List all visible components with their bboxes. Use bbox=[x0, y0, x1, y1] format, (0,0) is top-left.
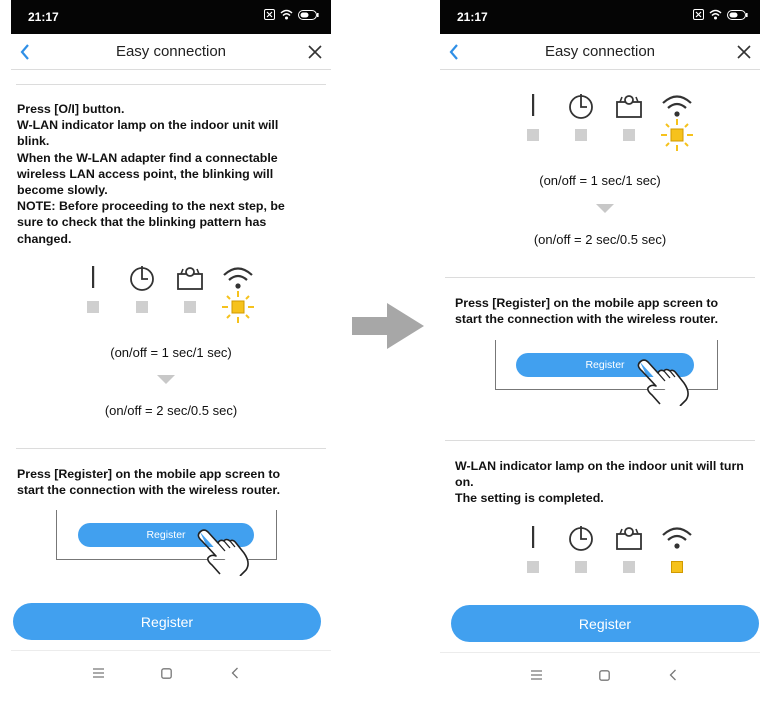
timer-lamp bbox=[563, 92, 599, 120]
operation-lamp bbox=[515, 525, 551, 551]
close-x-icon bbox=[737, 45, 751, 59]
battery-icon bbox=[727, 10, 748, 20]
robot-lamp bbox=[611, 94, 647, 120]
completion-text: W-LAN indicator lamp on the indoor unit will turn on. The setting is completed. bbox=[455, 459, 744, 506]
close-x-icon bbox=[308, 45, 322, 59]
register-instruction: Press [Register] on the mobile app screen to start the connection with the wireless router. bbox=[455, 296, 719, 327]
status-time: 21:17 bbox=[28, 10, 59, 24]
arrow-down-icon bbox=[157, 375, 175, 384]
timer-lamp bbox=[563, 524, 599, 552]
sim-off-icon bbox=[264, 9, 275, 20]
register-button[interactable]: Register bbox=[13, 603, 321, 640]
lamp-off bbox=[136, 301, 148, 313]
divider bbox=[445, 277, 755, 278]
wlan-lamp bbox=[659, 93, 695, 119]
menu-nav-icon bbox=[93, 668, 104, 678]
hand-pointer-icon bbox=[196, 526, 258, 576]
lamp-off bbox=[575, 129, 587, 141]
lamp-off bbox=[575, 561, 587, 573]
robot-lamp bbox=[611, 526, 647, 552]
home-nav-icon bbox=[599, 670, 610, 681]
home-nav-button[interactable] bbox=[594, 665, 614, 685]
register-instruction: Press [Register] on the mobile app screen to start the connection with the wireless router. bbox=[17, 467, 281, 498]
wifi-icon bbox=[220, 265, 256, 291]
status-icons bbox=[264, 9, 319, 20]
menu-nav-button[interactable] bbox=[88, 663, 108, 683]
power-line-icon bbox=[515, 525, 551, 551]
status-icons bbox=[693, 9, 748, 20]
wlan-lamp bbox=[220, 265, 256, 291]
register-button[interactable]: Register bbox=[451, 605, 759, 642]
system-nav-bar bbox=[11, 650, 331, 694]
robot-lamp bbox=[172, 266, 208, 292]
wifi-icon bbox=[659, 525, 695, 551]
battery-icon bbox=[298, 10, 319, 20]
phone-screen-before bbox=[11, 0, 331, 704]
robot-icon bbox=[611, 94, 647, 120]
page-title: Easy connection bbox=[115, 43, 227, 60]
home-nav-icon bbox=[161, 668, 172, 679]
lamp-off bbox=[623, 129, 635, 141]
divider bbox=[16, 448, 326, 449]
timer-lamp bbox=[124, 264, 160, 292]
blink-fast-text: (on/off = 1 sec/1 sec) bbox=[539, 173, 661, 188]
lamp-on bbox=[671, 561, 683, 573]
divider bbox=[16, 84, 326, 85]
blink-slow-text: (on/off = 2 sec/0.5 sec) bbox=[104, 403, 238, 418]
divider bbox=[445, 440, 755, 441]
arrow-down-icon bbox=[596, 204, 614, 213]
operation-lamp bbox=[515, 93, 551, 119]
timer-icon bbox=[563, 92, 599, 120]
lamp-off bbox=[623, 561, 635, 573]
hand-pointer-icon bbox=[636, 356, 698, 406]
wifi-status-icon bbox=[280, 9, 293, 20]
instruction-text: Press [O/I] button. W-LAN indicator lamp on the indoor unit will blink. When the W-LAN adapter find a connectable wireless LAN access point, the blinking will become slowly. NOTE: Before proceeding to the next step, be sure to check that the blinking pattern has changed. bbox=[17, 102, 285, 246]
blinking-lamp-icon bbox=[220, 289, 256, 325]
back-nav-button[interactable] bbox=[225, 663, 245, 683]
wifi-status-icon bbox=[709, 9, 722, 20]
phone-screen-after bbox=[440, 0, 760, 704]
lamp-off bbox=[87, 301, 99, 313]
timer-icon bbox=[563, 524, 599, 552]
illustration-register-button: Register bbox=[78, 523, 254, 547]
robot-icon bbox=[172, 266, 208, 292]
status-bar bbox=[11, 0, 331, 34]
page-title: Easy connection bbox=[544, 43, 656, 60]
app-bar bbox=[440, 34, 760, 70]
close-button[interactable] bbox=[728, 34, 760, 70]
back-nav-button[interactable] bbox=[663, 665, 683, 685]
blink-slow-text: (on/off = 2 sec/0.5 sec) bbox=[533, 232, 667, 247]
power-line-icon bbox=[515, 93, 551, 119]
lamp-off bbox=[184, 301, 196, 313]
illustration-register-button: Register bbox=[516, 353, 694, 377]
lamp-off bbox=[527, 561, 539, 573]
robot-icon bbox=[611, 526, 647, 552]
operation-lamp bbox=[75, 265, 111, 291]
power-line-icon bbox=[75, 265, 111, 291]
blinking-lamp-icon bbox=[659, 117, 695, 153]
lamp-off bbox=[527, 129, 539, 141]
menu-nav-icon bbox=[531, 670, 542, 680]
sim-off-icon bbox=[693, 9, 704, 20]
blink-fast-text: (on/off = 1 sec/1 sec) bbox=[110, 345, 232, 360]
timer-icon bbox=[124, 264, 160, 292]
home-nav-button[interactable] bbox=[156, 663, 176, 683]
close-button[interactable] bbox=[299, 34, 331, 70]
status-time: 21:17 bbox=[457, 10, 488, 24]
menu-nav-button[interactable] bbox=[526, 665, 546, 685]
back-nav-icon bbox=[669, 669, 677, 681]
status-bar bbox=[440, 0, 760, 34]
back-nav-icon bbox=[231, 667, 239, 679]
app-bar bbox=[11, 34, 331, 70]
wifi-icon bbox=[659, 93, 695, 119]
wlan-lamp bbox=[659, 525, 695, 551]
next-step-arrow-icon bbox=[352, 303, 425, 349]
system-nav-bar bbox=[440, 652, 760, 696]
